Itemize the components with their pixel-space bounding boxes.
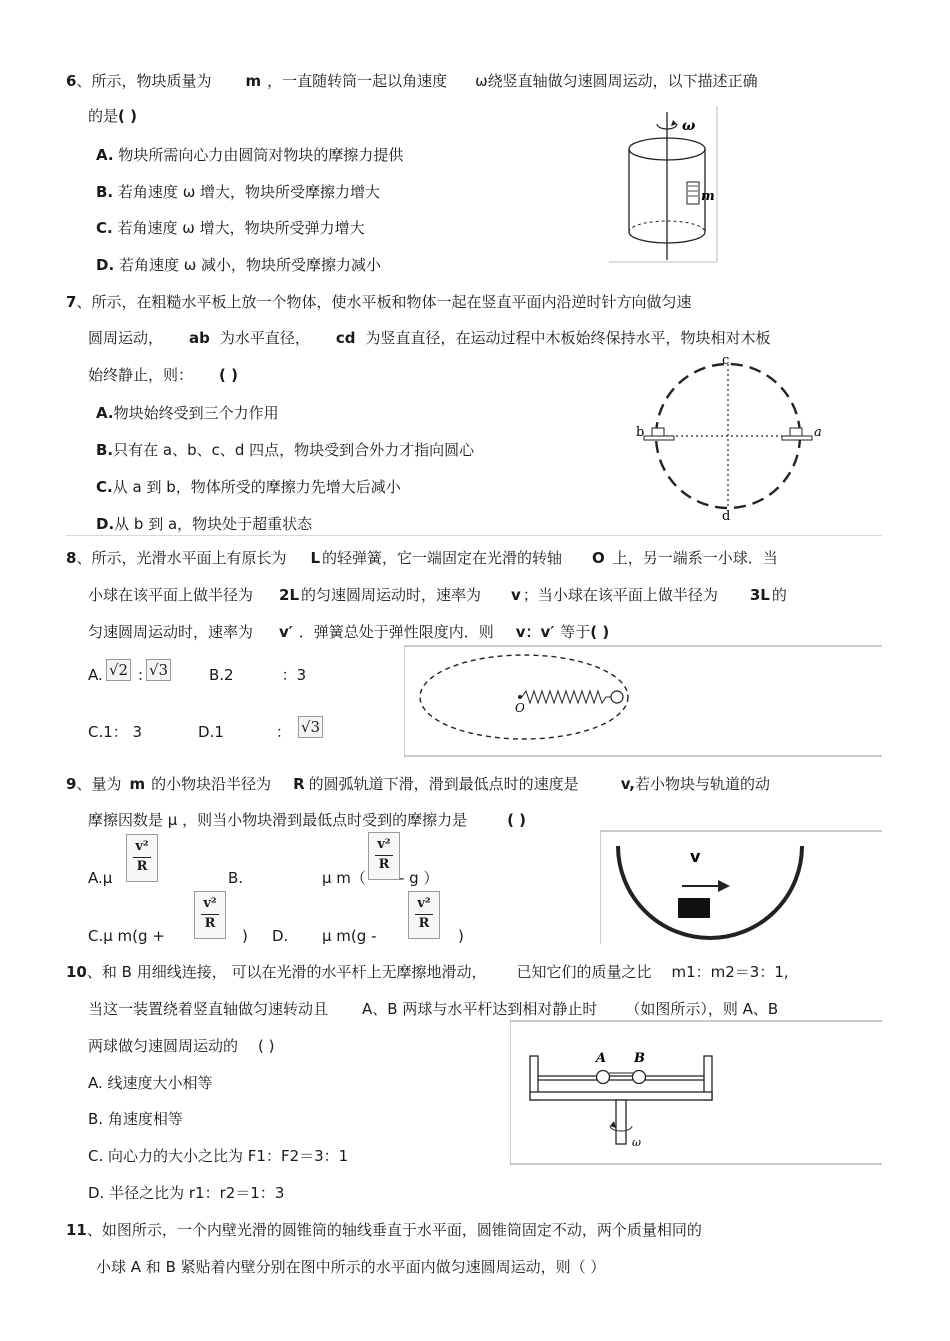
q10-option-c: C. 向心力的大小之比为 F1：F2＝3：1 bbox=[88, 1147, 349, 1165]
q9-option-d-close: ) bbox=[458, 927, 464, 945]
q10-fig-a-label: A bbox=[596, 1051, 607, 1066]
q10-line3: 两球做匀速圆周运动的 ( ) bbox=[88, 1037, 275, 1055]
q7-fig-a: a bbox=[814, 425, 822, 440]
q6-fig-m-label: m bbox=[701, 189, 715, 204]
q6-option-d: D. 若角速度 ω 减小，物块所受摩擦力减小 bbox=[96, 256, 382, 274]
q11-line1: 11、如图所示，一个内壁光滑的圆锥筒的轴线垂直于水平面，圆锥筒固定不动，两个质量相同的 bbox=[66, 1221, 702, 1239]
q6-line1 bbox=[66, 71, 758, 91]
q7-line2: 圆周运动， ab 为水平直径， cd 为竖直直径，在运动过程中木板始终保持水平，物块相对木板 bbox=[88, 329, 771, 347]
q6-stem2: 的是 bbox=[88, 107, 119, 125]
q9-fig-v-label: v bbox=[690, 847, 701, 866]
q10-rod-figure bbox=[510, 1020, 882, 1165]
q9-fraction-b: v² R bbox=[368, 832, 400, 880]
q9-block bbox=[678, 898, 710, 918]
q6-fig-omega-label: ω bbox=[682, 118, 696, 134]
q10-fig-omega-label: ω bbox=[632, 1136, 641, 1149]
q8-line2: 小球在该平面上做半径为 2L 的匀速圆周运动时，速率为 v ；当小球在该平面上做半径为 3L 的 bbox=[88, 586, 787, 604]
q6-block bbox=[687, 182, 699, 204]
q9-option-c-close: ) bbox=[242, 927, 248, 945]
q8-option-d-root3: √3 bbox=[298, 716, 323, 738]
q8-line3: 匀速圆周运动时，速率为 v′ ．弹簧总处于弹性限度内．则 v：v′ 等于( ) bbox=[88, 623, 610, 641]
q8-option-a-colon: : bbox=[138, 666, 144, 684]
q10-line1: 10、和 B 用细线连接， 可以在光滑的水平杆上无摩擦地滑动， 已知它们的质量之比 m1：m2＝3：1, bbox=[66, 963, 789, 981]
q8-option-b: B.2 ：3 bbox=[209, 666, 307, 684]
q9-fraction-d: v² R bbox=[408, 891, 440, 939]
q9-paren: ( ) bbox=[507, 811, 527, 829]
q10-paren: ( ) bbox=[258, 1037, 275, 1055]
q9-option-b-expr-a: μ m（ bbox=[322, 869, 366, 887]
q10-option-a: A. 线速度大小相等 bbox=[88, 1074, 213, 1092]
q10-option-d: D. 半径之比为 r1：r2＝1：3 bbox=[88, 1184, 285, 1202]
q8-option-d: D.1 ： bbox=[198, 723, 291, 741]
q8-option-a-root2: √2 bbox=[106, 659, 131, 681]
q6-option-b: B. 若角速度 ω 增大，物块所受摩擦力增大 bbox=[96, 183, 381, 201]
q10-option-b: B. 角速度相等 bbox=[88, 1110, 183, 1128]
q7-line1: 7、所示，在粗糙水平板上放一个物体，使水平板和物体一起在竖直平面内沿逆时针方向做匀速 bbox=[66, 293, 692, 311]
q10-number: 10 bbox=[66, 963, 87, 981]
q6-stem-c: 绕竖直轴做匀速圆周运动，以下描述正确 bbox=[487, 72, 758, 90]
q7-fig-c: c bbox=[722, 353, 730, 368]
q9-fraction-a: v² R bbox=[126, 834, 158, 882]
q6-paren: ( ) bbox=[118, 107, 137, 125]
q8-option-c: C.1： 3 bbox=[88, 723, 143, 741]
q8-spring-figure bbox=[404, 645, 882, 757]
q9-number: 9 bbox=[66, 775, 77, 793]
q9-fraction-c: v² R bbox=[194, 891, 226, 939]
q6-stem-b: ，一直随转筒一起以角速度 bbox=[267, 72, 448, 90]
q9-option-c: C.μ m(g + bbox=[88, 927, 165, 945]
q7-option-c: C.从 a 到 b，物体所受的摩擦力先增大后减小 bbox=[96, 478, 401, 496]
q11-line2: 小球 A 和 B 紧贴着内壁分别在图中所示的水平面内做匀速圆周运动，则（ ） bbox=[96, 1258, 606, 1276]
q9-option-d-expr: μ m(g - bbox=[322, 927, 377, 945]
q7-fig-b: b bbox=[636, 425, 645, 440]
q6-option-c: C. 若角速度 ω 增大，物块所受弹力增大 bbox=[96, 219, 365, 237]
q7-line3: 始终静止，则： ( ) bbox=[88, 366, 238, 384]
q9-arc-track-figure bbox=[600, 830, 882, 945]
q7-circle-figure bbox=[630, 352, 830, 527]
q6-stem-a: 、所示，物块质量为 bbox=[76, 72, 212, 90]
q6-omega: ω bbox=[475, 72, 488, 90]
q7-option-a: A.物块始终受到三个力作用 bbox=[96, 404, 279, 422]
q6-option-a: A. 物块所需向心力由圆筒对物块的摩擦力提供 bbox=[96, 146, 404, 164]
q9-line1: 9、量为 m 的小物块沿半径为 R 的圆弧轨道下滑，滑到最低点时的速度是 v,若小物块与轨道的动 bbox=[66, 775, 770, 793]
q8-line1: 8、所示，光滑水平面上有原长为 L 的轻弹簧，它一端固定在光滑的转轴 O 上，另一端系一小球．当 bbox=[66, 549, 778, 567]
q6-m: m bbox=[245, 72, 262, 90]
q9-line2: 摩擦因数是 μ ，则当小物块滑到最低点时受到的摩擦力是 ( ) bbox=[88, 811, 527, 829]
q8-fig-o-label: O bbox=[515, 701, 525, 715]
q7-fig-d: d bbox=[722, 509, 731, 524]
q9-option-a: A.μ bbox=[88, 869, 113, 887]
q6-line2 bbox=[88, 106, 137, 126]
q9-option-b: B. bbox=[228, 869, 244, 887]
q8-option-a-root3: √3 bbox=[146, 659, 171, 681]
q8-option-a: A. bbox=[88, 666, 103, 684]
q7-option-d: D.从 b 到 a，物块处于超重状态 bbox=[96, 515, 313, 533]
q7-option-b: B.只有在 a、b、c、d 四点，物块受到合外力才指向圆心 bbox=[96, 441, 475, 459]
q9-option-b-expr-b: - g ） bbox=[399, 869, 439, 887]
q7-number: 7 bbox=[66, 293, 77, 311]
q7-paren: ( ) bbox=[219, 366, 238, 384]
q10-line2: 当这一装置绕着竖直轴做匀速转动且 A、B 两球与水平杆达到相对静止时 （如图所示），则 A、B bbox=[88, 1000, 779, 1018]
q9-option-d: D. bbox=[272, 927, 289, 945]
q6-number: 6 bbox=[66, 72, 77, 90]
q8-number: 8 bbox=[66, 549, 77, 567]
q11-number: 11 bbox=[66, 1221, 87, 1239]
q10-fig-b-label: B bbox=[634, 1051, 645, 1066]
q8-paren: ( ) bbox=[590, 623, 610, 641]
separator-line bbox=[66, 535, 882, 536]
q6-cylinder-figure bbox=[605, 104, 730, 264]
